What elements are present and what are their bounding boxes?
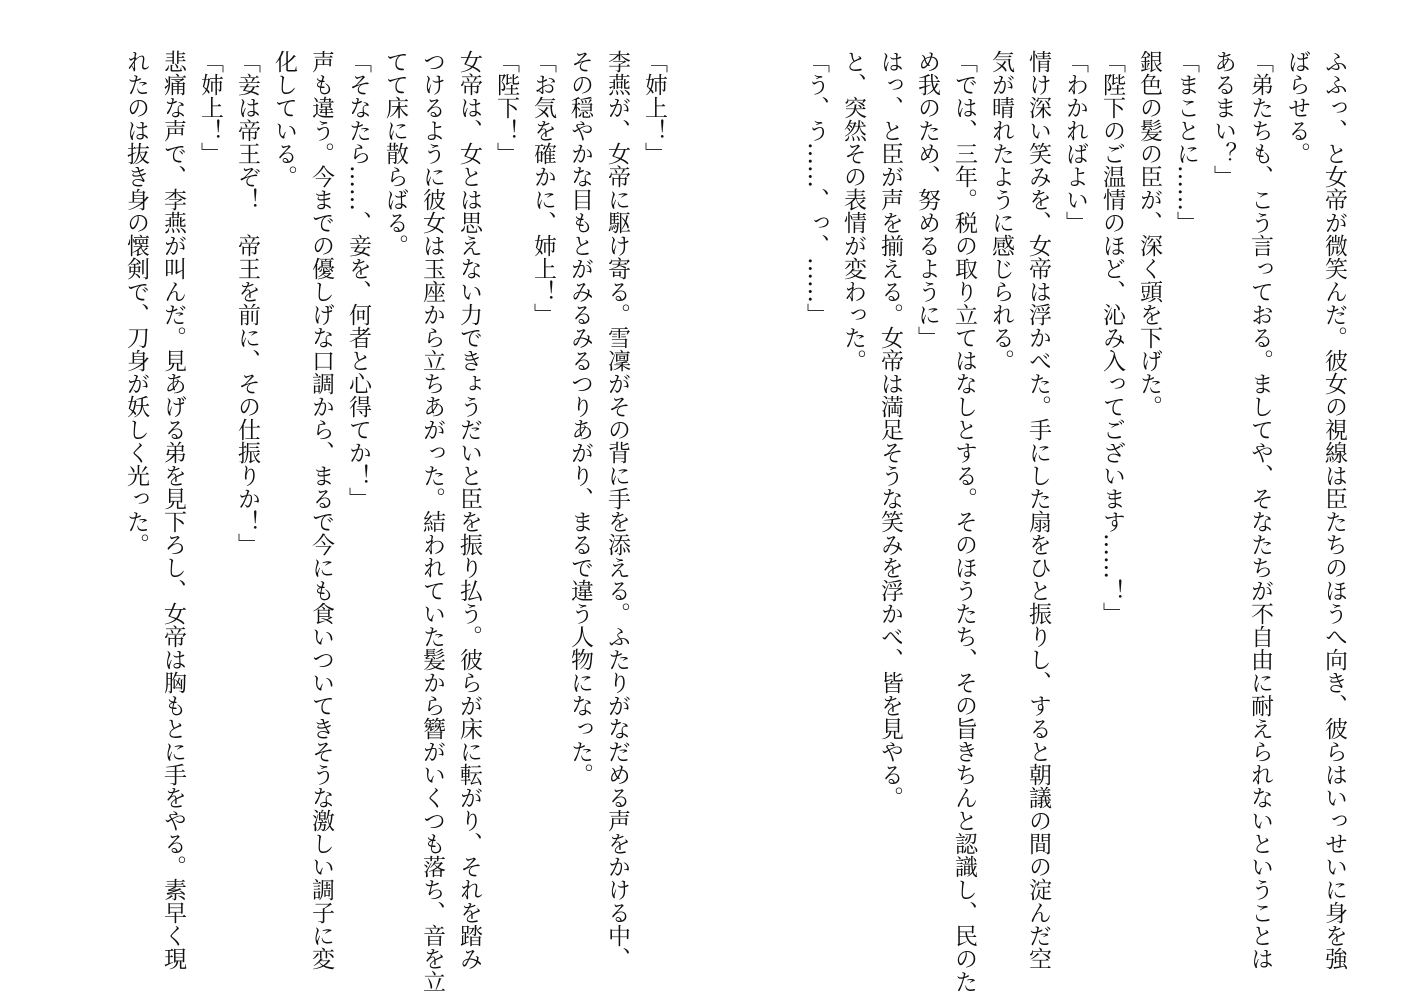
text-line: 銀色の髪の臣が、深く頭を下げた。 — [1136, 50, 1162, 418]
text-line: 情け深い笑みを、女帝は浮かべた。手にした扇をひと振りし、すると朝議の間の淀んだ空 — [1025, 50, 1051, 970]
text-line: 気が晴れたように感じられる。 — [988, 50, 1014, 372]
text-line: ばらせる。 — [1284, 50, 1310, 165]
text-line: 李燕が、女帝に駆け寄る。雪凜がその背に手を添える。ふたりがなだめる声をかける中、 — [604, 50, 630, 970]
text-line: 「わかればよい」 — [1062, 50, 1088, 234]
text-line: 「では、三年。税の取り立てはなしとする。そのほうたち、その旨きちんと認識し、民のた — [951, 50, 977, 993]
text-line: 「弟たちも、こう言っておる。ましてや、そなたちが不自由に耐えられないということは — [1247, 50, 1273, 970]
text-line: と、突然その表情が変わった。 — [840, 50, 866, 372]
text-line: つけるように彼女は玉座から立ちあがった。結われていた髪から簪がいくつも落ち、音を立 — [419, 50, 445, 993]
text-line: 悲痛な声で、李燕が叫んだ。見あげる弟を見下ろし、女帝は胸もとに手をやる。素早く現 — [160, 50, 186, 970]
text-line: 「そなたら……、妾を、何者と心得てか！」 — [345, 50, 371, 510]
left-page — [32, 50, 672, 993]
text-line: 女帝は、女とは思えない力できょうだいと臣を振り払う。彼らが床に転がり、それを踏み — [456, 50, 482, 970]
text-line: 「妾は帝王ぞ！ 帝王を前に、その仕振りか！」 — [234, 50, 260, 556]
text-line: 声も違う。今までの優しげな口調から、まるで今にも食いついてきそうな激しい調子に変 — [308, 50, 334, 970]
text-line: め我のため、努めるように」 — [914, 50, 940, 349]
text-line: 「姉上！」 — [641, 50, 667, 165]
text-line: 化している。 — [271, 50, 297, 188]
text-line: その穏やかな目もとがみるみるつりあがり、まるで違う人物になった。 — [567, 50, 593, 786]
text-line: 「姉上！」 — [197, 50, 223, 165]
text-line: 「う、う……、っ、……」 — [803, 50, 829, 326]
text-line: はっ、と臣が声を揃える。女帝は満足そうな笑みを浮かべ、皆を見やる。 — [877, 50, 903, 809]
text-line: あるまい？」 — [1210, 50, 1236, 188]
text-line: てて床に散らばる。 — [382, 50, 408, 257]
text-line: 「お気を確かに、姉上！」 — [530, 50, 556, 326]
text-line: 「陛下のご温情のほど、沁み入ってございます……！」 — [1099, 50, 1125, 625]
text-line: れたのは抜き身の懐剣で、刀身が妖しく光った。 — [123, 50, 149, 556]
text-line: 「まことに……」 — [1173, 50, 1199, 234]
text-line: ふふっ、と女帝が微笑んだ。彼女の視線は臣たちのほうへ向き、彼らはいっせいに身を強 — [1321, 50, 1347, 970]
text-line: 「陛下！」 — [493, 50, 519, 165]
right-page — [732, 50, 1352, 993]
